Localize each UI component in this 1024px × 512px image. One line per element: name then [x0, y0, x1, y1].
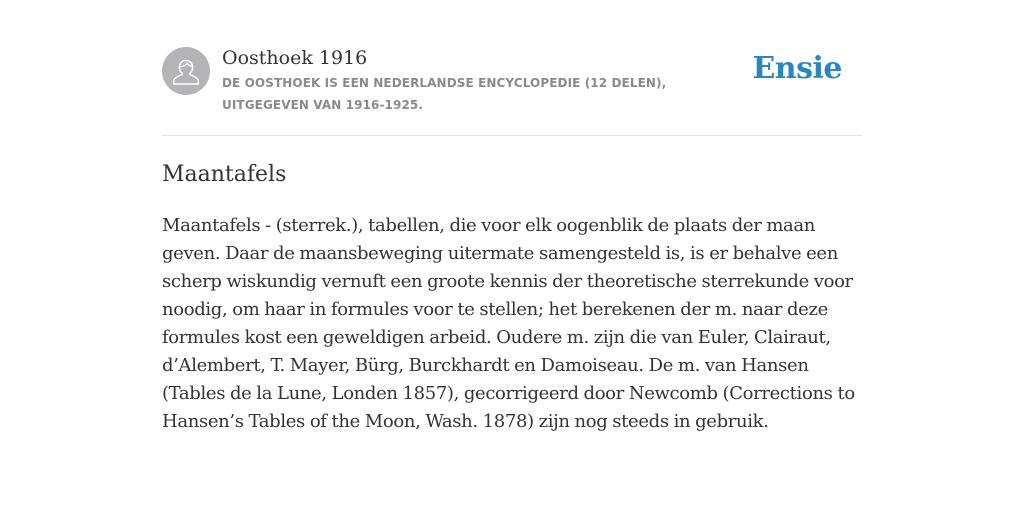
source-title[interactable]: Oosthoek 1916: [222, 47, 368, 69]
divider: [162, 135, 862, 136]
entry-title: Maantafels: [162, 162, 287, 187]
user-silhouette-icon: [162, 47, 210, 95]
source-header: [162, 46, 862, 118]
entry-card: [162, 0, 862, 512]
ensie-logo[interactable]: Ensie: [752, 51, 842, 86]
source-description: DE OOSTHOEK IS EEN NEDERLANDSE ENCYCLOPEDIE (12 DELEN), UITGEGEVEN VAN 1916-1925.: [222, 76, 667, 112]
entry-body: Maantafels - (sterrek.), tabellen, die voor elk oogenblik de plaats der maan geven. Daar de maansbeweging uitermate samengesteld is, is er behalve een scherp wiskundig vernuft een groote kennis der theoretische sterrekunde voor noodig, om haar in formules voor te stellen; het berekenen der m. naar deze formules kost een geweldigen arbeid. Oudere m. zijn die van Euler, Clairaut, d’Alembert, T. Mayer, Bürg, Burckhardt en Damoiseau. De m. van Hansen (Tables de la Lune, Londen 1857), gecorrigeerd door Newcomb (Corrections to Hansen’s Tables of the Moon, Wash. 1878) zijn nog steeds in gebruik.: [162, 215, 855, 432]
